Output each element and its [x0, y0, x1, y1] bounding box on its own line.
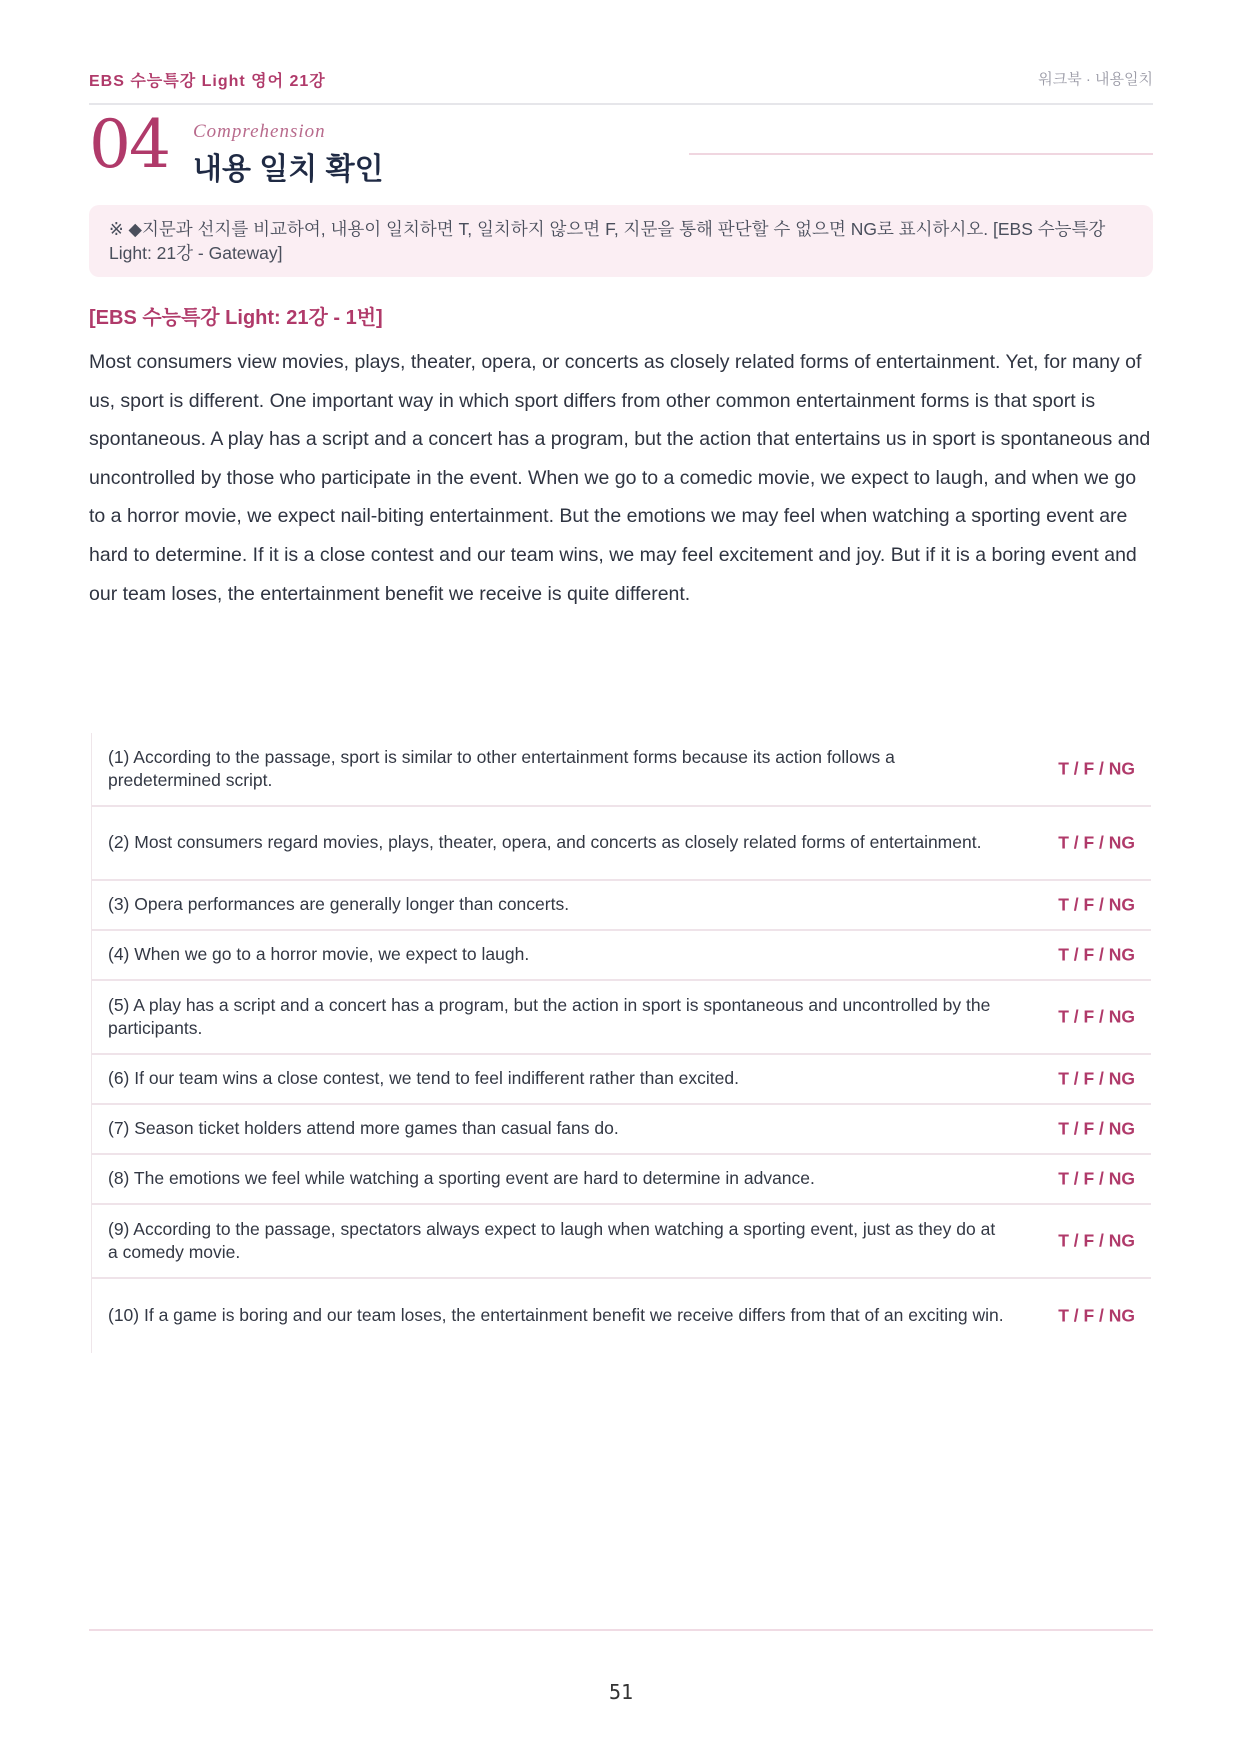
passage-text: Most consumers view movies, plays, theater, opera, or concerts as closely related forms of entertainment. Yet, for many of us, sport is different. One important way in which sport differs from other common entertainment forms is that sport is spontaneous. A play has a script and a concert has a program, but the action that entertains us in sport is spontaneous and uncontrolled by those who participate in the event. When we go to a comedic movie, we expect to laugh, and when we go to a horror movie, we expect nail-biting entertainment. But the emotions we may feel when watching a sporting event are hard to determine. If it is a close contest and our team wins, we may feel excitement and joy. But if it is a boring event and our team loses, the entertainment benefit we receive is quite different.: [89, 351, 1151, 605]
question-row: [91, 1279, 1151, 1353]
question-text: (9) According to the passage, spectators always expect to laugh when watching a sporting event, just as they do at a comedy movie.: [108, 1218, 996, 1262]
question-row: [91, 1155, 1151, 1205]
question-text: (7) Season ticket holders attend more games than casual fans do.: [108, 1118, 619, 1139]
question-row: [91, 733, 1151, 807]
answer-options[interactable]: T / F / NG: [1058, 1006, 1135, 1027]
header-divider: [89, 103, 1153, 105]
question-text: (5) A play has a script and a concert has a program, but the action in sport is spontaneous and uncontrolled by the participants.: [108, 994, 991, 1038]
page-number: 51: [608, 1680, 634, 1704]
question-text: (3) Opera performances are generally longer than concerts.: [108, 894, 570, 915]
question-row: [91, 1055, 1151, 1105]
question-text: (10) If a game is boring and our team loses, the entertainment benefit we receive differs from that of an exciting win.: [108, 1305, 1004, 1326]
page-header: [89, 68, 1153, 90]
question-text: (6) If our team wins a close contest, we tend to feel indifferent rather than excited.: [108, 1068, 739, 1089]
answer-options[interactable]: T / F / NG: [1058, 1068, 1135, 1089]
instruction-box: ※ ◆지문과 선지를 비교하여, 내용이 일치하면 T, 일치하지 않으면 F, 지문을 통해 판단할 수 없으면 NG로 표시하시오. [EBS 수능특강 Light: 21강 - Gateway]: [89, 205, 1153, 277]
question-row: [91, 807, 1151, 881]
question-row: [91, 931, 1151, 981]
question-row: [91, 1205, 1151, 1279]
answer-options[interactable]: T / F / NG: [1058, 1118, 1135, 1139]
answer-options[interactable]: T / F / NG: [1058, 894, 1135, 915]
answer-options[interactable]: T / F / NG: [1058, 1230, 1135, 1251]
answer-options[interactable]: T / F / NG: [1058, 832, 1135, 853]
footer-divider: [89, 1629, 1153, 1631]
section-number: 04: [89, 106, 169, 183]
question-row: [91, 981, 1151, 1055]
answer-options[interactable]: T / F / NG: [1058, 758, 1135, 779]
passage-title: [EBS 수능특강 Light: 21강 - 1번]: [89, 307, 383, 329]
question-text: (8) The emotions we feel while watching a sporting event are hard to determine in advance.: [108, 1168, 815, 1189]
question-row: [91, 881, 1151, 931]
answer-options[interactable]: T / F / NG: [1058, 1168, 1135, 1189]
section-title: 내용 일치 확인: [193, 153, 384, 186]
book-title: EBS 수능특강 Light 영어 21강: [89, 73, 326, 90]
section-breadcrumb: 워크북 · 내용일치: [1038, 71, 1153, 88]
section-subtitle: Comprehension: [193, 121, 326, 142]
question-list: [91, 733, 1151, 1353]
workbook-page: [89, 0, 1153, 1754]
answer-options[interactable]: T / F / NG: [1058, 1305, 1135, 1326]
question-text: (4) When we go to a horror movie, we expect to laugh.: [108, 944, 530, 965]
section-title-rule: [689, 153, 1153, 155]
answer-options[interactable]: T / F / NG: [1058, 944, 1135, 965]
question-row: [91, 1105, 1151, 1155]
question-text: (1) According to the passage, sport is similar to other entertainment forms because its action follows a predetermined script.: [108, 746, 895, 790]
question-text: (2) Most consumers regard movies, plays, theater, opera, and concerts as closely related forms of entertainment.: [108, 832, 982, 853]
